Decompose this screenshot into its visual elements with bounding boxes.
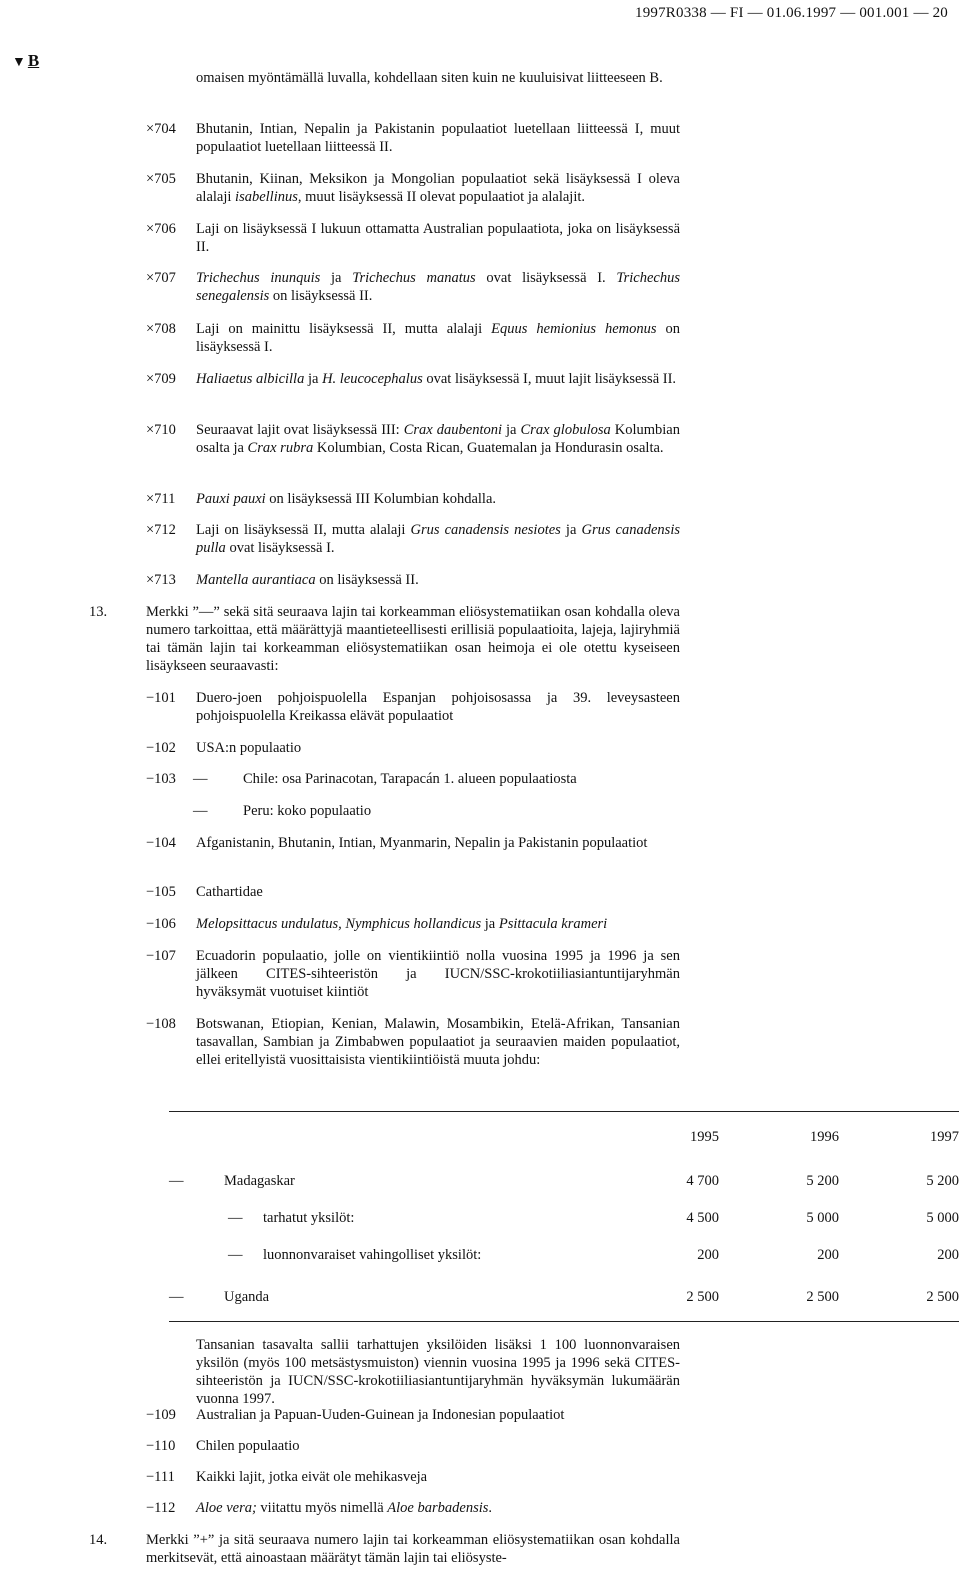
row-label: Uganda xyxy=(224,1289,270,1305)
note-text: Mantella aurantiaca on lisäyksessä II. xyxy=(196,572,419,588)
note-text: Chile: osa Parinacotan, Tarapacán 1. alueen populaatiosta xyxy=(243,771,577,787)
dash-mark: — xyxy=(169,1172,184,1189)
note-code: −106 xyxy=(146,916,176,932)
note-code: ×708 xyxy=(146,321,176,337)
row-label: Madagaskar xyxy=(224,1172,295,1189)
note-text: Duero-joen pohjoispuolella Espanjan pohjoisosassa ja 39. leveysasteen pohjoispuolella Kreikassa elävät populaatiot xyxy=(196,690,680,724)
note-code: −104 xyxy=(146,835,176,851)
note-text: Bhutanin, Kiinan, Meksikon ja Mongolian populaatiot sekä lisäyksessä I oleva alalaji isabellinus, muut lisäyksessä II olevat populaatiot ja alalajit. xyxy=(196,171,680,205)
table-cell: 5 200 xyxy=(806,1172,839,1189)
dash-mark: — xyxy=(228,1246,243,1263)
table-row xyxy=(169,1199,959,1236)
note-text: Haliaetus albicilla ja H. leucocephalus ovat lisäyksessä I, muut lajit lisäyksessä II. xyxy=(196,371,677,387)
section-13-text: Merkki ”—” sekä sitä seuraava lajin tai korkeamman eliösystematiikan osan kohdalla oleva numero tarkoittaa, että määrättyjä maantieteellisesti erillisiä populaatioita, lajeja, lajiryhmiä tai tämän lajin tai korkeamman eliösystematiikan osan heimoja ei ole otettu kyseiseen lisäykseen seuraavasti: xyxy=(146,604,680,674)
year-header: 1997 xyxy=(839,1112,959,1163)
note-text: Ecuadorin populaatio, jolle on vientikiintiö nolla vuosina 1995 ja 1996 ja sen jälkeen CITES-sihteeristön ja IUCN/SSC-krokotiiliasiantuntijaryhmän hyväksymät vuotuiset kiintiöt xyxy=(196,948,680,1000)
table-cell: 4 500 xyxy=(686,1209,719,1226)
amendment-letter: B xyxy=(27,51,40,70)
note-text: Laji on lisäyksessä II, mutta alalaji Grus canadensis nesiotes ja Grus canadensis pulla ovat lisäyksessä I. xyxy=(196,522,680,556)
note-text: Aloe vera; viitattu myös nimellä Aloe barbadensis. xyxy=(196,1500,493,1516)
note-code: ×710 xyxy=(146,422,176,438)
note-text: Kaikki lajit, jotka eivät ole mehikasveja xyxy=(196,1469,428,1485)
dash-mark: — xyxy=(228,1209,243,1226)
table-row xyxy=(169,1236,959,1273)
intro-paragraph: omaisen myöntämällä luvalla, kohdellaan siten kuin ne kuuluisivat liitteeseen B. xyxy=(196,70,663,86)
note-text: Melopsittacus undulatus, Nymphicus hollandicus ja Psittacula krameri xyxy=(196,916,608,932)
table-cell: 5 000 xyxy=(806,1209,839,1226)
quota-table xyxy=(169,1111,959,1322)
year-header: 1995 xyxy=(599,1112,719,1163)
note-text: Laji on lisäyksessä I lukuun ottamatta Australian populaatiota, joka on lisäyksessä II. xyxy=(196,221,680,255)
note-text: Afganistanin, Bhutanin, Intian, Myanmarin, Nepalin ja Pakistanin populaatiot xyxy=(196,835,648,851)
note-code: ×705 xyxy=(146,171,176,187)
dash-mark: — xyxy=(169,1289,184,1305)
note-code: −105 xyxy=(146,884,176,900)
section-14-text: Merkki ”+” ja sitä seuraava numero lajin tai korkeamman eliösystematiikan osan kohdalla merkitsevät, että ainoastaan määrätyt tämän lajin tai eliösyste- xyxy=(146,1532,680,1566)
amendment-marker xyxy=(12,52,39,71)
note-text: Cathartidae xyxy=(196,884,263,900)
note-code: ×713 xyxy=(146,572,176,588)
note-text: Botswanan, Etiopian, Kenian, Malawin, Mosambikin, Etelä-Afrikan, Tansanian tasavallan, Sambian ja Zimbabwen populaatiot ja seuraavien maiden populaatiot, ellei eritellyistä vuosittaisista vientikiintiöistä muuta johdu: xyxy=(196,1016,680,1068)
note-text: Peru: koko populaatio xyxy=(243,803,372,819)
dash-mark: — xyxy=(193,771,208,787)
note-code: ×707 xyxy=(146,270,176,286)
table-cell: 200 xyxy=(817,1246,839,1263)
row-label: tarhatut yksilöt: xyxy=(263,1209,355,1226)
note-code: ×711 xyxy=(146,491,176,507)
note-code: −107 xyxy=(146,948,176,964)
table-footnote: Tansanian tasavalta sallii tarhattujen yksilöiden lisäksi 1 100 luonnonvaraisen yksilön (myös 100 metsästysmuiston) viennin vuosina 1995 ja 1996 sekä CITES-sihteeristön ja IUCN/SSC-krokotiiliasiantuntijaryhmän hyväksymän lukumäärän vuonna 1997. xyxy=(196,1337,680,1407)
note-text: Pauxi pauxi on lisäyksessä III Kolumbian kohdalla. xyxy=(196,491,497,507)
row-label: luonnonvaraiset vahingolliset yksilöt: xyxy=(263,1246,482,1263)
note-text: Bhutanin, Intian, Nepalin ja Pakistanin populaatiot luetellaan liitteessä I, muut populaatiot luetellaan liitteessä II. xyxy=(196,121,680,155)
note-code: −111 xyxy=(146,1469,175,1485)
note-code: −110 xyxy=(146,1438,176,1454)
table-row xyxy=(169,1273,959,1322)
dash-mark: — xyxy=(193,803,208,819)
note-code: ×706 xyxy=(146,221,176,237)
page-header: 1997R0338 — FI — 01.06.1997 — 001.001 — 20 xyxy=(635,5,948,21)
table-cell: 2 500 xyxy=(599,1273,719,1322)
note-code: ×712 xyxy=(146,522,176,538)
table-cell: 5 000 xyxy=(926,1209,959,1226)
table-cell: 2 500 xyxy=(839,1273,959,1322)
note-code: ×704 xyxy=(146,121,176,137)
year-header: 1996 xyxy=(719,1112,839,1163)
note-code: −102 xyxy=(146,740,176,756)
table-cell: 2 500 xyxy=(719,1273,839,1322)
note-text: Seuraavat lajit ovat lisäyksessä III: Crax daubentoni ja Crax globulosa Kolumbian osalta ja Crax rubra Kolumbian, Costa Rican, Guatemalan ja Hondurasin osalta. xyxy=(196,422,680,456)
table-cell: 5 200 xyxy=(926,1172,959,1189)
note-text: Trichechus inunquis ja Trichechus manatus ovat lisäyksessä I. Trichechus senegalensis on lisäyksessä II. xyxy=(196,270,681,304)
table-cell: 200 xyxy=(937,1246,959,1263)
table-cell: 200 xyxy=(697,1246,719,1263)
note-code: −101 xyxy=(146,690,176,706)
note-text: Australian ja Papuan-Uuden-Guinean ja Indonesian populaatiot xyxy=(196,1407,565,1423)
note-text: Chilen populaatio xyxy=(196,1438,300,1454)
note-text: USA:n populaatio xyxy=(196,740,302,756)
note-code: −103 xyxy=(146,771,176,787)
triangle-down-icon: ▼ xyxy=(12,55,26,70)
note-text: Laji on mainittu lisäyksessä II, mutta alalaji Equus hemionius hemonus on lisäyksessä I. xyxy=(196,321,680,355)
table-header-row xyxy=(169,1112,959,1163)
table-row xyxy=(169,1162,959,1199)
table-cell: 4 700 xyxy=(686,1172,719,1189)
section-number: 14. xyxy=(89,1532,108,1548)
note-code: −109 xyxy=(146,1407,176,1423)
section-number: 13. xyxy=(89,604,108,620)
note-code: −112 xyxy=(146,1500,176,1516)
note-code: −108 xyxy=(146,1016,176,1032)
note-code: ×709 xyxy=(146,371,176,387)
